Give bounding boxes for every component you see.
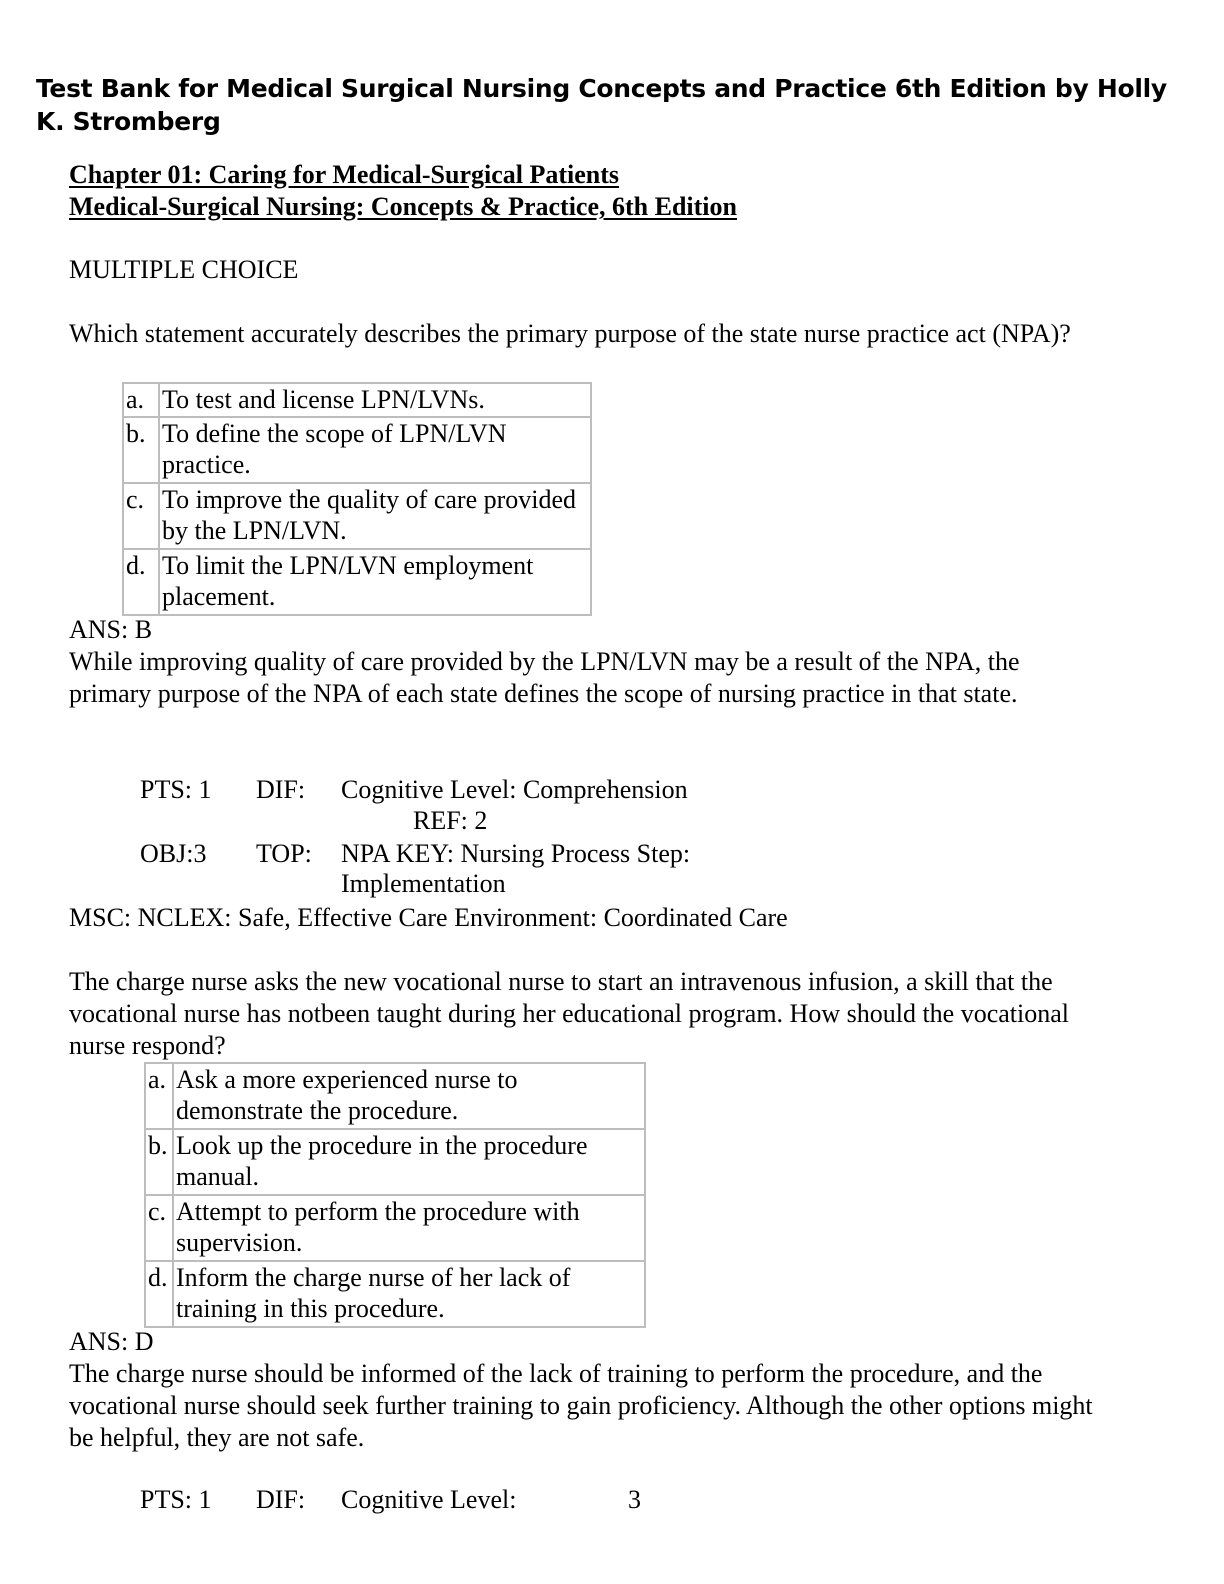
question-1-answer: ANS: B bbox=[69, 615, 153, 644]
option-row bbox=[123, 383, 591, 417]
option-row bbox=[145, 1129, 645, 1195]
chapter-heading: Chapter 01: Caring for Medical-Surgical Patients bbox=[69, 160, 620, 189]
option-text: Ask a more experienced nurse to demonstrate the procedure. bbox=[173, 1063, 645, 1129]
q2-dif-label: DIF: bbox=[256, 1485, 306, 1514]
option-letter: d. bbox=[123, 549, 159, 615]
q1-top-continued: Implementation bbox=[341, 869, 506, 898]
option-text: To define the scope of LPN/LVN practice. bbox=[159, 417, 591, 483]
option-letter: c. bbox=[123, 483, 159, 549]
option-row bbox=[123, 483, 591, 549]
option-row bbox=[123, 549, 591, 615]
option-text: To limit the LPN/LVN employment placement. bbox=[159, 549, 591, 615]
question-1-options bbox=[122, 382, 592, 616]
q2-pts: PTS: 1 bbox=[140, 1485, 212, 1514]
option-letter: d. bbox=[145, 1261, 173, 1327]
q1-ref: REF: 2 bbox=[413, 806, 488, 835]
option-letter: a. bbox=[145, 1063, 173, 1129]
question-2-stem: The charge nurse asks the new vocational nurse to start an intravenous infusion, a skill that the vocational nurse has notbeen taught during her educational program. How should the vocational nurse respond? bbox=[69, 967, 1069, 1060]
q1-dif-value: Cognitive Level: Comprehension bbox=[341, 775, 688, 804]
book-heading: Medical-Surgical Nursing: Concepts & Practice, 6th Edition bbox=[69, 192, 737, 221]
section-label: MULTIPLE CHOICE bbox=[69, 255, 299, 284]
option-row bbox=[145, 1261, 645, 1327]
option-letter: c. bbox=[145, 1195, 173, 1261]
question-2-answer: ANS: D bbox=[69, 1327, 154, 1356]
question-1-rationale: While improving quality of care provided by the LPN/LVN may be a result of the NPA, the primary purpose of the NPA of each state defines the scope of nursing practice in that state. bbox=[69, 647, 1020, 708]
q1-pts: PTS: 1 bbox=[140, 775, 212, 804]
q2-dif-value: Cognitive Level: bbox=[341, 1485, 517, 1514]
option-letter: b. bbox=[145, 1129, 173, 1195]
q1-dif-label: DIF: bbox=[256, 775, 306, 804]
option-letter: a. bbox=[123, 383, 159, 417]
option-letter: b. bbox=[123, 417, 159, 483]
option-row bbox=[145, 1063, 645, 1129]
option-text: To test and license LPN/LVNs. bbox=[159, 383, 591, 417]
option-row bbox=[123, 417, 591, 483]
q1-top-value: NPA KEY: Nursing Process Step: bbox=[341, 839, 691, 868]
option-text: Attempt to perform the procedure with supervision. bbox=[173, 1195, 645, 1261]
option-text: Inform the charge nurse of her lack of training in this procedure. bbox=[173, 1261, 645, 1327]
q1-obj: OBJ:3 bbox=[140, 839, 207, 868]
q2-level-number: 3 bbox=[628, 1485, 641, 1514]
q1-top-label: TOP: bbox=[256, 839, 312, 868]
question-2-options bbox=[144, 1062, 646, 1328]
q1-msc: MSC: NCLEX: Safe, Effective Care Environment: Coordinated Care bbox=[69, 903, 788, 932]
question-2-rationale: The charge nurse should be informed of the lack of training to perform the procedure, and the vocational nurse should seek further training to gain proficiency. Although the other options might be helpful, they are not safe. bbox=[69, 1359, 1093, 1452]
document-title: Test Bank for Medical Surgical Nursing Concepts and Practice 6th Edition by Holly K. Stromberg bbox=[36, 74, 1167, 136]
option-text: To improve the quality of care provided by the LPN/LVN. bbox=[159, 483, 591, 549]
question-1-stem: Which statement accurately describes the primary purpose of the state nurse practice act (NPA)? bbox=[69, 319, 1071, 348]
option-text: Look up the procedure in the procedure manual. bbox=[173, 1129, 645, 1195]
option-row bbox=[145, 1195, 645, 1261]
